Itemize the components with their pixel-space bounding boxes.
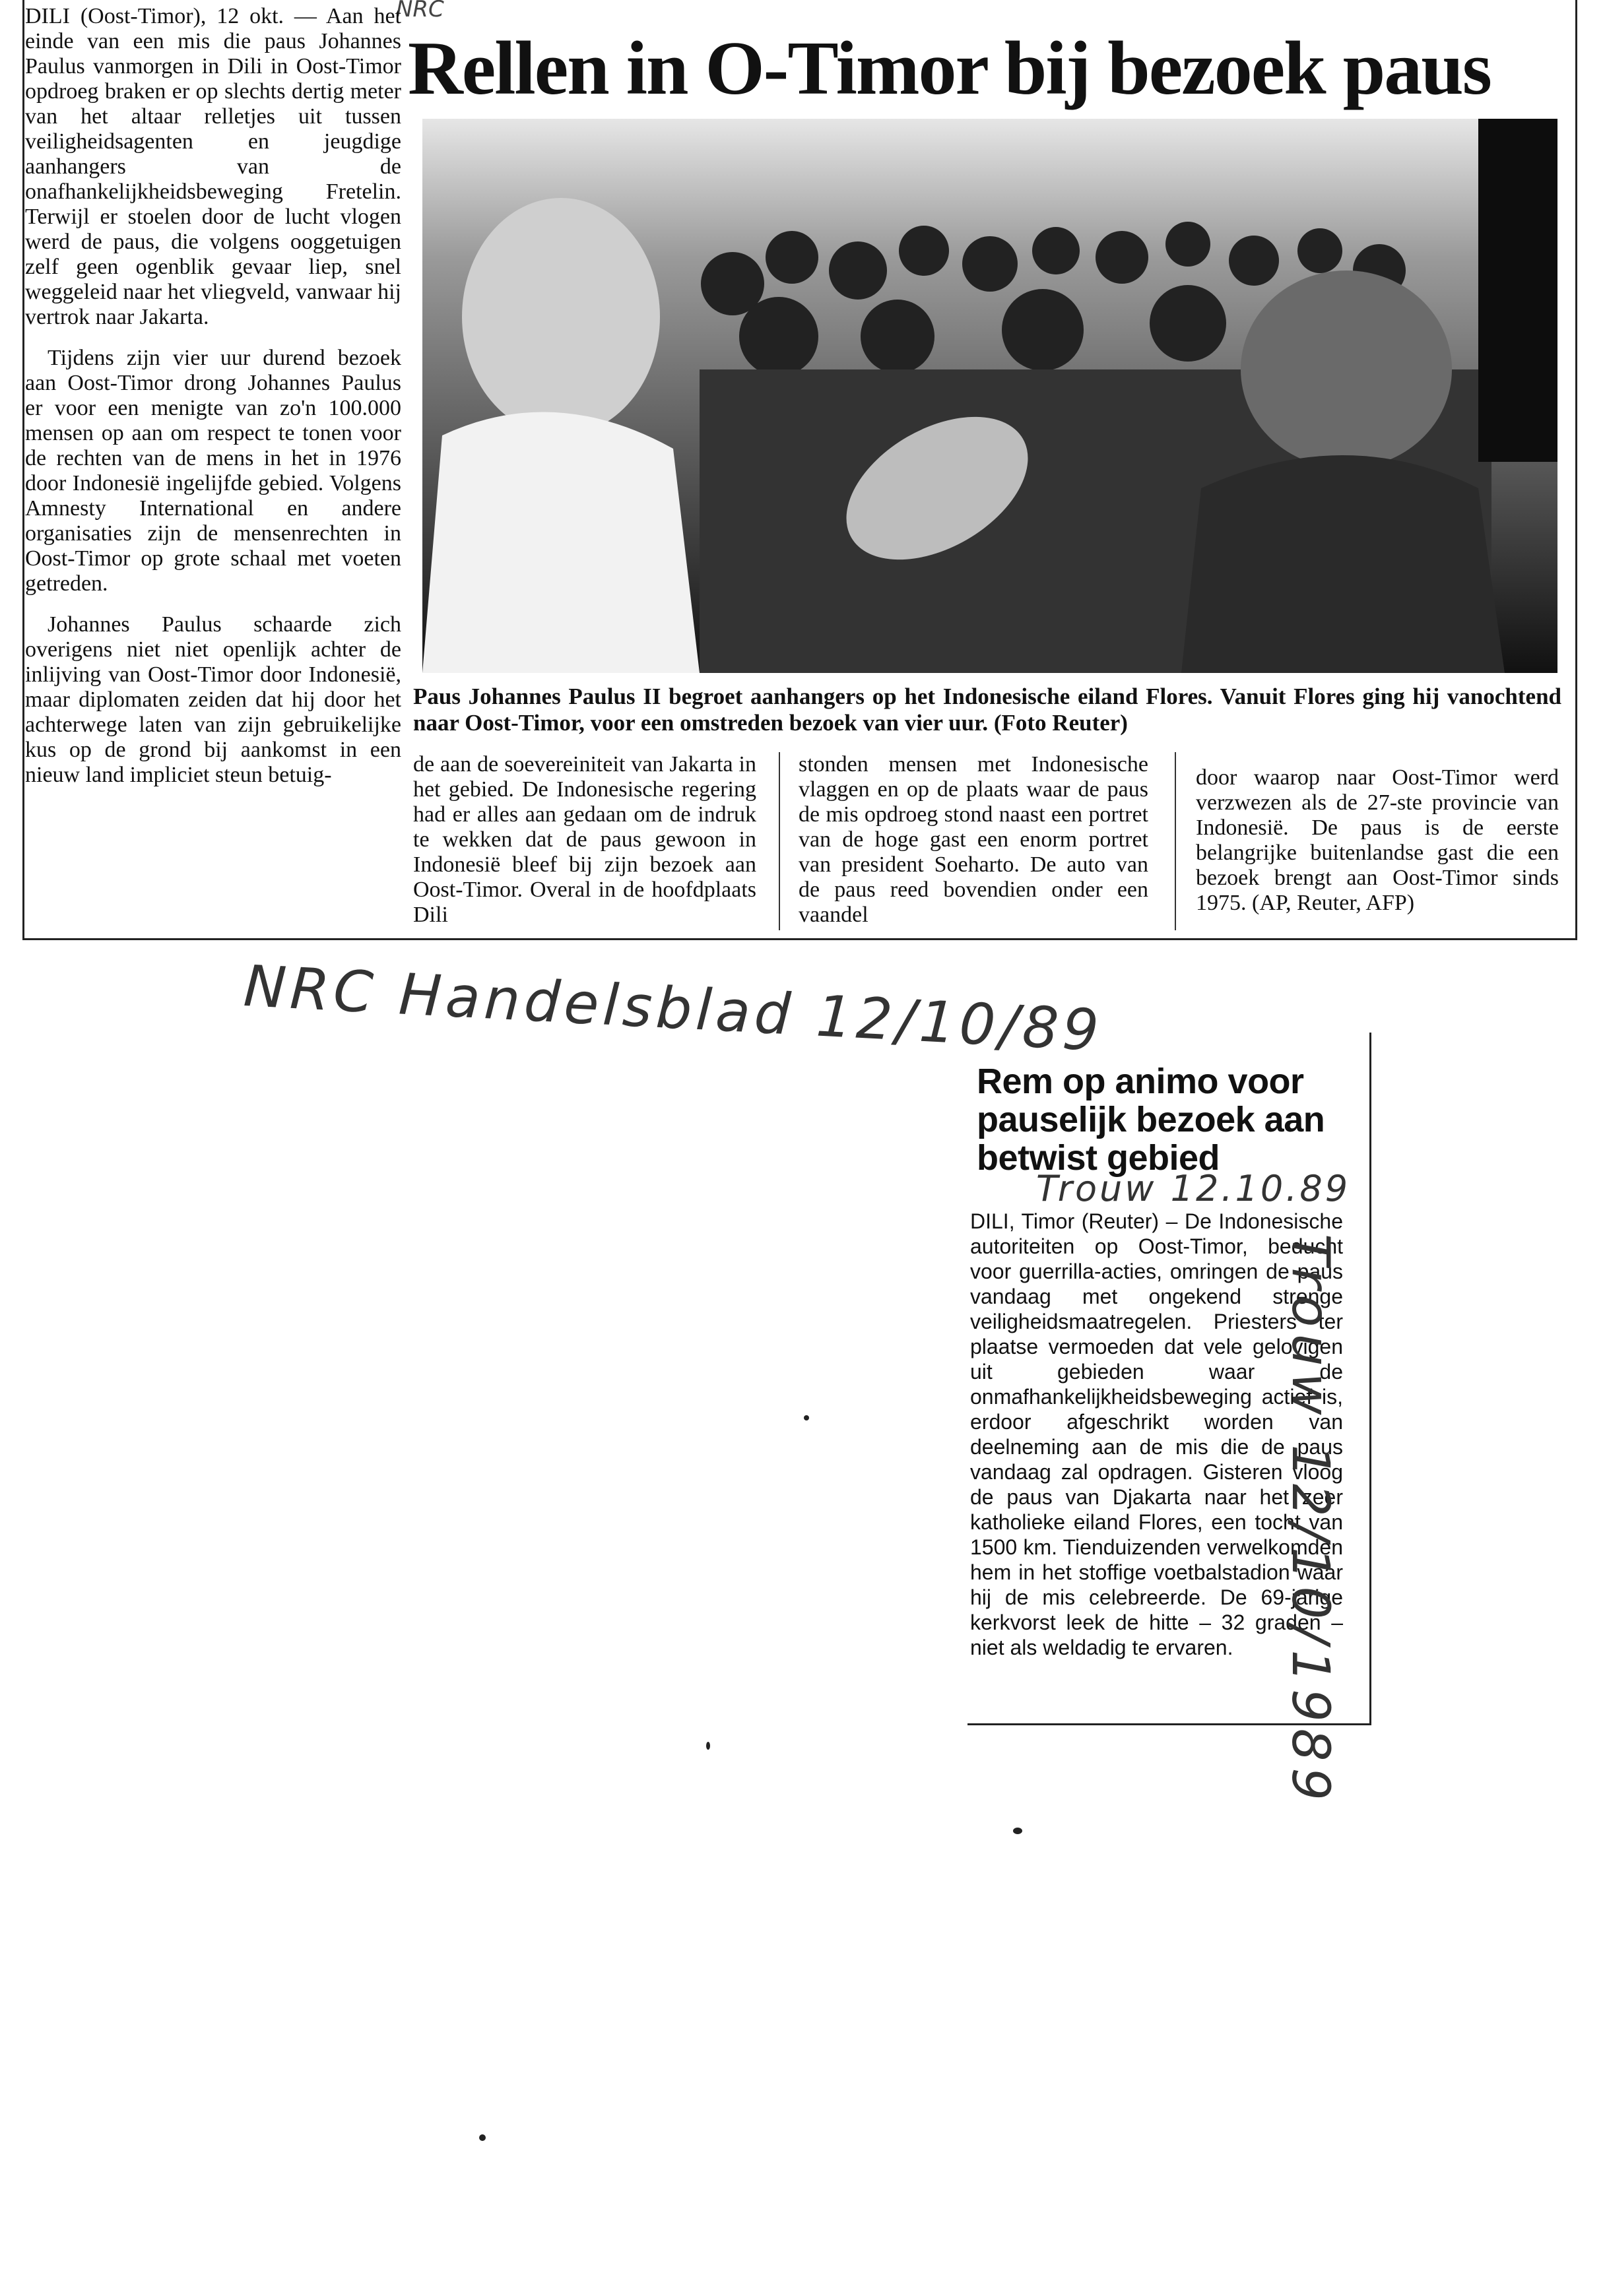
nrc-column-1: [25, 4, 401, 804]
nrc-headline: Rellen in O-Timor bij bezoek paus: [408, 26, 1491, 111]
scan-speck: [479, 2134, 486, 2141]
column-divider: [1175, 752, 1176, 930]
margin-scribble: NRC: [396, 0, 444, 22]
trouw-body: DILI, Timor (Reuter) – De Indonesische autoriteiten op Oost-Timor, beducht voor guerrilla-acties, omringen de paus vandaag met ongekend strenge veiligheidsmaatregelen. Priesters ter plaatse vermoeden dat vele gelovigen uit gebieden waar de onmafhankelijkheidsbeweging actief is, erdoor afgeschrikt worden van deelneming aan de mis die de paus vandaag zal opdragen. Gisteren vloog de paus van Djakarta naar het zeer katholieke eiland Flores, een tocht van 1500 km. Tienduizenden verwelkomden hem in het stoffige voetbalstadion waar hij de mis celebreerde. De 69-jarige kerkvorst leek de hitte – 32 graden – niet als weldadig te ervaren.: [970, 1209, 1343, 1659]
nrc-paragraph: Johannes Paulus schaarde zich overigens niet niet openlijk achter de inlijving van Oost-Timor door Indonesië, maar diplomaten zeiden dat hij door het achterwege laten van zijn gebruikelijke kus op de grond bij aankomst in een nieuw land impliciet steun betuig-: [25, 612, 401, 787]
pope-greeting-photo: [422, 119, 1557, 673]
scan-speck: [1013, 1828, 1022, 1834]
scan-speck: [706, 1742, 710, 1750]
handwritten-source-nrc: NRC Handelsblad 12/10/89: [242, 953, 1105, 1065]
photo-illustration: [422, 119, 1557, 673]
nrc-paragraph: DILI (Oost-Timor), 12 okt. — Aan het einde van een mis die paus Johannes Paulus vanmorgen in Dili in Oost-Timor opdroeg braken er op slechts dertig meter van het altaar relletjes uit tussen veiligheidsagenten en jeugdige aanhangers van de onafhankelijkheidsbeweging Fretelin. Terwijl er stoelen door de lucht vlogen werd de paus, die volgens ooggetuigen zelf geen ogenblik gevaar liep, snel weggeleid naar het vliegveld, vanwaar hij vertrok naar Jakarta.: [25, 4, 401, 329]
column-divider: [779, 752, 780, 930]
nrc-column-4: door waarop naar Oost-Timor werd verzwezen als de 27-ste provincie van Indonesië. De paus is de eerste belangrijke buitenlandse gast die een bezoek brengt aan Oost-Timor sinds 1975. (AP, Reuter, AFP): [1196, 765, 1559, 915]
handwritten-date-trouw: Trouw 12.10.89: [1036, 1168, 1351, 1209]
handwritten-side-note: Trouw 12/10/1989: [1280, 1234, 1340, 1807]
trouw-headline: Rem op animo voor pauselijk bezoek aan betwist gebied: [977, 1062, 1325, 1178]
nrc-paragraph: Tijdens zijn vier uur durend bezoek aan Oost-Timor drong Johannes Paulus er voor een menigte van zo'n 100.000 mensen op aan om respect te tonen voor de rechten van de mens in het in 1976 door Indonesië ingelijfde gebied. Volgens Amnesty International en andere organisaties zijn de mensenrechten in Oost-Timor op grote schaal met voeten getreden.: [25, 346, 401, 596]
nrc-column-3: stonden mensen met Indonesische vlaggen en op de plaats waar de paus de mis opdroeg stond naast een portret van de hoge gast een enorm portret van president Soeharto. De auto van de paus reed bovendien onder een vaandel: [799, 752, 1148, 927]
photo-caption: Paus Johannes Paulus II begroet aanhangers op het Indonesische eiland Flores. Vanuit Flores ging hij vanochtend naar Oost-Timor, voor een omstreden bezoek van vier uur. (Foto Reuter): [413, 684, 1561, 736]
scan-speck: [804, 1415, 809, 1420]
nrc-column-2: de aan de soevereiniteit van Jakarta in het gebied. De Indonesische regering had er alles aan gedaan om de indruk te wekken dat de paus gewoon in Indonesië bleef bij zijn bezoek aan Oost-Timor. Overal in de hoofdplaats Dili: [413, 752, 756, 927]
